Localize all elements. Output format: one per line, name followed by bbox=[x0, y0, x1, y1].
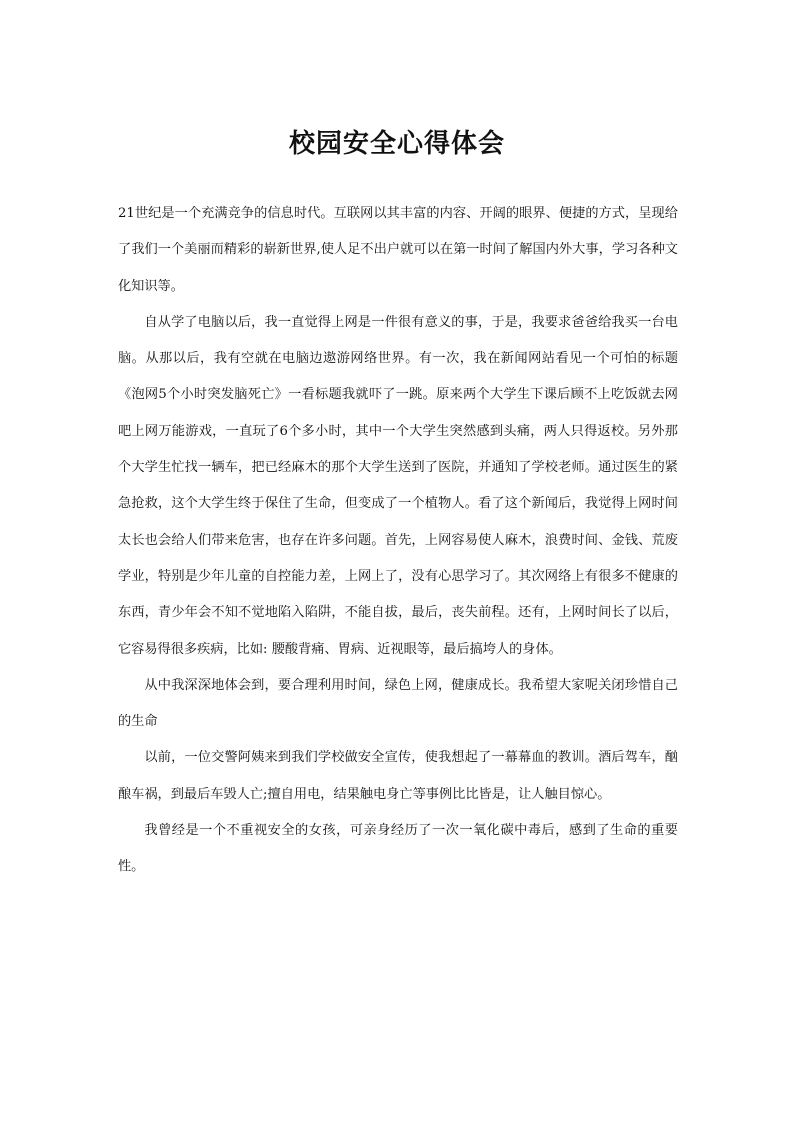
paragraph-personal-experience: 我曾经是一个不重视安全的女孩，可亲身经历了一次一氧化碳中毒后，感到了生命的重要性。 bbox=[118, 823, 678, 875]
page-title: 校园安全心得体会 bbox=[288, 129, 505, 159]
paragraph-traffic-safety: 以前，一位交警阿姨来到我们学校做安全宣传，使我想起了一幕幕血的教训。酒后驾车，酗酿车祸，到最后车毁人亡;擅自用电，结果触电身亡等事例比比皆是，让人触目惊心。 bbox=[118, 750, 678, 802]
paragraph-intro: 21世纪是一个充满竞争的信息时代。互联网以其丰富的内容、开阔的眼界、便捷的方式，呈现给了我们一个美丽而精彩的崭新世界,使人足不出户就可以在第一时间了解国内外大事，学习各种文化知识等。 bbox=[118, 206, 678, 294]
paragraph-lesson: 从中我深深地体会到，要合理利用时间，绿色上网，健康成长。我希望大家呢关闭珍惜自己的生命 bbox=[118, 677, 678, 730]
document-body bbox=[118, 196, 678, 886]
paragraph-internet-story: 自从学了电脑以后，我一直觉得上网是一件很有意义的事，于是，我要求爸爸给我买一台电脑。从那以后，我有空就在电脑边遨游网络世界。有一次，我在新闻网站看见一个可怕的标题《泡网5个小时突发脑死亡》一看标题我就吓了一跳。原来两个大学生下课后顾不上吃饭就去网吧上网万能游戏，一直玩了6个多小时，其中一个大学生突然感到头痛，两人只得返校。另外那个大学生忙找一辆车，把已经麻木的那个大学生送到了医院，并通知了学校老师。通过医生的紧急抢救，这个大学生终于保住了生命，但变成了一个植物人。看了这个新闻后，我觉得上网时间太长也会给人们带来危害，也存在许多问题。首先，上网容易使人麻木，浪费时间、金钱、荒废学业，特别是少年儿童的自控能力差，上网上了，没有心思学习了。其次网络上有很多不健康的东西，青少年会不知不觉地陷入陷阱，不能自拔，最后，丧失前程。还有，上网时间长了以后，它容易得很多疾病，比如: 腰酸背痛、胃病、近视眼等，最后搞垮人的身体。 bbox=[118, 314, 678, 657]
